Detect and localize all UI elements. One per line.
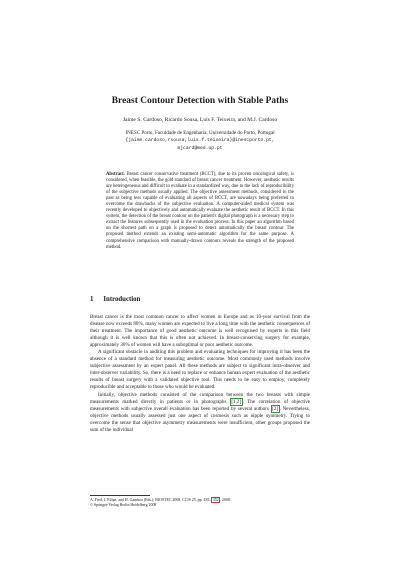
paragraph-1: Breast cancer is the most common cancer to affect women in Europe and as 10-year survival from the disease now exceeds 80%, many women are expected to live a long time with the aesthetic consequences of their treatment. The importance of good aesthetic outcome is well recognised by experts in this field although it is well known that this is often not achieved. In breast-conserving surgery for example, approximately 30% of women will have a suboptimal or poor aesthetic outcome. [90,314,310,349]
abstract-label: Abstract. [106,172,125,177]
paragraph-3-part-b: . The correlation of objective measurements with subjective overall evaluation has been reported by several authors [90,398,310,412]
section-heading [90,296,140,303]
affiliation [0,130,400,152]
copyright: © Springer-Verlag Berlin Heidelberg 2008 [90,503,157,508]
author-list: Jaime S. Cardoso, Ricardo Sousa, Luís F. Teixeira, and M.J. Cardoso [122,117,278,123]
citation-link-1-2[interactable]: [1,2] [231,398,242,405]
section-number: 1 [90,296,94,303]
footnote [90,498,310,508]
footnote-rule [90,495,150,496]
citation-info-a: A. Fred, J. Filipe, and H. Gamboa (Eds.): BIOSTEC 2008, CCIS 25, pp. 439– [90,498,212,502]
paper-title: Breast Contour Detection with Stable Paths [111,96,289,106]
email-line-2: mjcard@med.up.pt [177,145,223,151]
institution: INESC Porto, Faculdade de Engenharia, Universidade do Porto, Portugal [125,130,275,136]
end-page-link[interactable]: 452 [212,498,219,502]
paragraph-3-part-c: . Nevertheless, objective methods usually assessed just one aspect of cosmesis such as nipple symmetry. Trying to overcome the sense that objective asymmetry measurements were insufficient, other groups proposed the sum of the individual [90,405,310,433]
citation-info-b: , 2008. [220,498,231,502]
paragraph-3 [90,392,310,434]
email-line-1: {jaime.cardoso,rsousa,luis.f.teixeira}@inescporto.pt, [125,138,275,144]
paragraph-3-part-a: Initially, objective methods consisted of the comparison between the two breasts with simple measurements marked directly in patients or in photographs [90,391,310,405]
citation-link-2[interactable]: [2] [272,405,279,412]
section-body [90,314,310,434]
section-title: Introduction [103,296,141,303]
paragraph-2: A significant obstacle in auditing this problem and evaluating techniques for improving it has been the absence of a standard method for measuring aesthetic outcome. Most commonly used methods involve subjective assessment by an expert panel. All these methods are subject to significant intra-observer and inter-observer variability. So, there is a need to replace or enhance human expert evaluation of the aesthetic results of breast surgery with a validated objective tool. This needs to be easy to employ, completely reproducible and acceptable to those who would be evaluated. [90,349,310,391]
abstract [106,172,294,251]
abstract-text: Breast cancer conservative treatment (BCCT), due to its proven oncological safety, is considered, when feasible, the gold standard of breast cancer treatment. However, aesthetic results are heterogeneous and difficult to evaluate in a standardized way, due to the lack of reproducibility of the subjective methods usually applied. The objective assessment methods, considered in the past as being less capable of evaluating all aspects of BCCT, are nowadays being preferred to overcome the drawbacks of the subjective evaluation. A computer-aided medical system was recently developed to objectively and automatically evaluate the aesthetic result of BCCT. In this system, the detection of the breast contour on the patient's digital photograph is a necessary step to extract the features subsequently used in the evaluation process. In this paper an algorithm based on the shortest path on a graph is proposed to detect automatically the breast contour. The proposed method extends an existing semi-automatic algorithm for the same purpose. A comprehensive comparison with manually-drawn contours reveals the strength of the proposed method. [106,172,295,250]
